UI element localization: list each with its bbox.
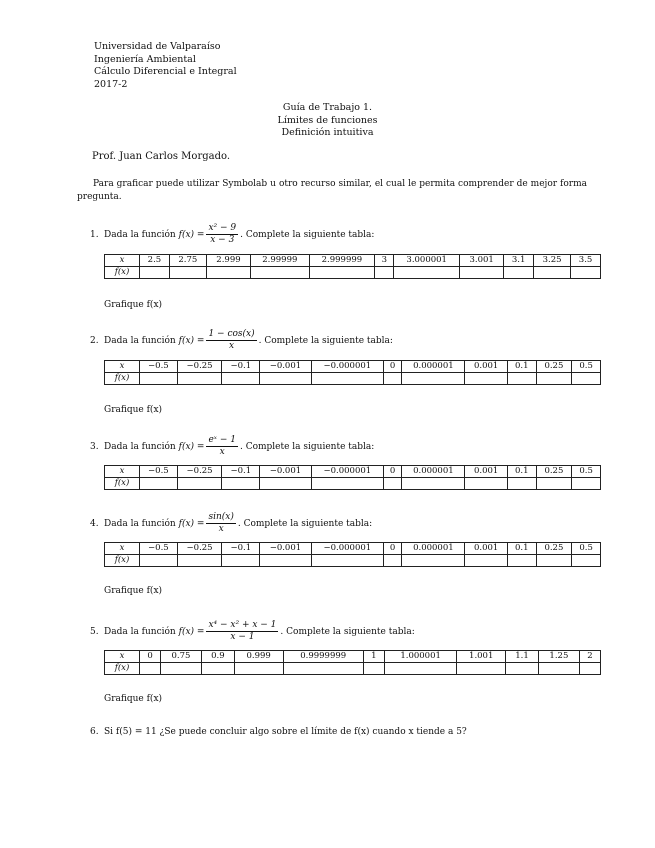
fx-cell[interactable] — [402, 555, 465, 567]
x-value: 0 — [140, 651, 161, 663]
x-value: 3.001 — [460, 255, 504, 267]
question-4 — [90, 512, 372, 535]
table-row-x — [105, 651, 601, 663]
x-value: −0.001 — [260, 361, 312, 373]
x-value: 1.001 — [457, 651, 506, 663]
values-table-3 — [104, 465, 601, 490]
header-line: Universidad de Valparaíso — [94, 41, 221, 52]
fx-cell[interactable] — [579, 663, 600, 675]
question-text: Si f(5) = 11 ¿Se puede concluir algo sobre el límite de f(x) cuando x tiende a 5? — [104, 727, 467, 737]
question-number: 5. — [90, 626, 99, 637]
fx-cell[interactable] — [384, 663, 456, 675]
title-line-1: Guía de Trabajo 1. — [282, 102, 373, 113]
x-value: 0.25 — [536, 543, 572, 555]
x-value: 0.000001 — [402, 361, 465, 373]
fx-cell[interactable] — [177, 478, 222, 490]
fx-cell[interactable] — [311, 478, 383, 490]
question-tail: . Complete la siguiente tabla: — [239, 441, 375, 452]
x-value: 0.1 — [507, 466, 536, 478]
x-value: −0.1 — [222, 466, 260, 478]
fx-cell[interactable] — [383, 555, 401, 567]
x-value: 2.75 — [169, 255, 206, 267]
fx-cell[interactable] — [571, 267, 601, 279]
table-header-x: x — [105, 651, 140, 663]
question-5 — [90, 620, 415, 643]
fx-cell[interactable] — [534, 267, 571, 279]
fx-cell[interactable] — [260, 555, 312, 567]
x-value: 0.25 — [536, 361, 572, 373]
question-2 — [90, 329, 393, 352]
fx-cell[interactable] — [536, 555, 572, 567]
question-6 — [90, 727, 467, 737]
fx-cell[interactable] — [506, 663, 539, 675]
question-3 — [90, 435, 374, 458]
function-fraction — [206, 223, 238, 246]
fx-cell[interactable] — [222, 478, 260, 490]
fx-cell[interactable] — [234, 663, 283, 675]
x-value: 0.999 — [234, 651, 283, 663]
function-fraction — [206, 512, 235, 535]
table-row-x — [105, 543, 601, 555]
question-tail: . Complete la siguiente tabla: — [240, 229, 375, 240]
x-value: 0.001 — [465, 361, 507, 373]
x-value: 2.5 — [140, 255, 170, 267]
table-row-fx — [105, 373, 601, 385]
fx-cell[interactable] — [538, 663, 579, 675]
question-lead: Dada la función — [104, 229, 176, 240]
title-line-3: Definición intuitiva — [281, 127, 374, 138]
table-header-fx: f(x) — [105, 267, 140, 279]
fx-cell[interactable] — [572, 373, 601, 385]
table-row-fx — [105, 478, 601, 490]
values-table-2 — [104, 360, 601, 385]
fx-cell[interactable] — [140, 478, 178, 490]
fx-cell[interactable] — [309, 267, 375, 279]
function-label: f(x) = — [178, 518, 205, 529]
fx-cell[interactable] — [177, 555, 222, 567]
fx-cell[interactable] — [260, 373, 312, 385]
fx-cell[interactable] — [457, 663, 506, 675]
question-number: 3. — [90, 441, 99, 452]
x-value: 0 — [383, 466, 401, 478]
question-lead: Dada la función — [104, 441, 176, 452]
values-table-1 — [104, 254, 601, 279]
table-header-fx: f(x) — [105, 478, 140, 490]
x-value: 3 — [375, 255, 394, 267]
question-1 — [90, 223, 374, 246]
fx-cell[interactable] — [140, 267, 170, 279]
x-value: 0.000001 — [402, 543, 465, 555]
table-header-fx: f(x) — [105, 663, 140, 675]
x-value: −0.5 — [140, 361, 178, 373]
table-header-x: x — [105, 361, 140, 373]
header-line: 2017-2 — [94, 78, 128, 90]
denominator: x — [218, 524, 224, 534]
x-value: −0.000001 — [311, 543, 383, 555]
x-value: 0.001 — [465, 543, 507, 555]
x-value: 0.1 — [507, 361, 536, 373]
x-value: 0.000001 — [402, 466, 465, 478]
x-value: 3.25 — [534, 255, 571, 267]
fx-cell[interactable] — [394, 267, 460, 279]
fx-cell[interactable] — [311, 373, 383, 385]
values-table-5 — [104, 650, 601, 675]
fx-cell[interactable] — [402, 478, 465, 490]
fx-cell[interactable] — [222, 555, 260, 567]
fx-cell[interactable] — [260, 478, 312, 490]
fx-cell[interactable] — [383, 373, 401, 385]
x-value: 0 — [383, 361, 401, 373]
fx-cell[interactable] — [206, 267, 250, 279]
x-value: 1 — [363, 651, 384, 663]
fx-cell[interactable] — [536, 373, 572, 385]
institution-header — [94, 41, 237, 91]
fx-cell[interactable] — [201, 663, 234, 675]
function-label: f(x) = — [178, 441, 205, 452]
fx-cell[interactable] — [251, 267, 310, 279]
table-row-x — [105, 255, 601, 267]
x-value: 2.99999 — [251, 255, 310, 267]
function-label: f(x) = — [178, 335, 205, 346]
denominator: x − 3 — [210, 235, 235, 245]
document-title — [0, 102, 655, 140]
table-row-fx — [105, 267, 601, 279]
fx-cell[interactable] — [572, 555, 601, 567]
x-value: 1.1 — [506, 651, 539, 663]
fx-cell[interactable] — [375, 267, 394, 279]
x-value: 0.1 — [507, 543, 536, 555]
x-value: −0.1 — [222, 543, 260, 555]
table-header-x: x — [105, 466, 140, 478]
fx-cell[interactable] — [402, 373, 465, 385]
x-value: −0.5 — [140, 466, 178, 478]
graph-instruction-5: Grafique f(x) — [104, 694, 163, 704]
table-header-x: x — [105, 543, 140, 555]
fx-cell[interactable] — [507, 478, 536, 490]
function-fraction — [206, 435, 238, 458]
graph-instruction-2: Grafique f(x) — [104, 405, 163, 415]
x-value: 1.25 — [538, 651, 579, 663]
fx-cell[interactable] — [504, 267, 534, 279]
fx-cell[interactable] — [465, 555, 507, 567]
x-value: 3.1 — [504, 255, 534, 267]
x-value: 2.999999 — [309, 255, 375, 267]
question-number: 1. — [90, 229, 99, 240]
x-value: −0.25 — [177, 466, 222, 478]
table-header-fx: f(x) — [105, 373, 140, 385]
fx-cell[interactable] — [465, 373, 507, 385]
fx-cell[interactable] — [177, 373, 222, 385]
table-row-fx — [105, 663, 601, 675]
x-value: 0.9999999 — [283, 651, 363, 663]
table-row-x — [105, 361, 601, 373]
x-value: 0.5 — [572, 361, 601, 373]
x-value: 0.75 — [161, 651, 202, 663]
fx-cell[interactable] — [507, 555, 536, 567]
x-value: 1.000001 — [384, 651, 456, 663]
numerator: sin(x) — [208, 512, 234, 522]
fx-cell[interactable] — [283, 663, 363, 675]
question-number: 4. — [90, 518, 99, 529]
x-value: −0.000001 — [311, 361, 383, 373]
question-number: 6. — [90, 727, 99, 737]
function-label: f(x) = — [178, 229, 205, 240]
fx-cell[interactable] — [161, 663, 202, 675]
professor-name: Prof. Juan Carlos Morgado. — [92, 151, 231, 162]
numerator: eˣ − 1 — [208, 435, 236, 445]
table-header-fx: f(x) — [105, 555, 140, 567]
x-value: 0 — [383, 543, 401, 555]
x-value: −0.000001 — [311, 466, 383, 478]
x-value: 3.5 — [571, 255, 601, 267]
denominator: x — [229, 341, 235, 351]
x-value: 3.000001 — [394, 255, 460, 267]
x-value: −0.5 — [140, 543, 178, 555]
fx-cell[interactable] — [383, 478, 401, 490]
graph-instruction-4: Grafique f(x) — [104, 586, 163, 596]
intro-paragraph: Para graficar puede utilizar Symbolab u otro recurso similar, el cual le permita comprender de mejor forma pregunta. — [77, 179, 587, 202]
fx-cell[interactable] — [311, 555, 383, 567]
fx-cell[interactable] — [140, 555, 178, 567]
fx-cell[interactable] — [169, 267, 206, 279]
x-value: −0.001 — [260, 543, 312, 555]
x-value: −0.1 — [222, 361, 260, 373]
question-lead: Dada la función — [104, 626, 176, 637]
fx-cell[interactable] — [140, 663, 161, 675]
values-table-4 — [104, 542, 601, 567]
fx-cell[interactable] — [140, 373, 178, 385]
numerator: x² − 9 — [208, 223, 237, 233]
denominator: x − 1 — [230, 632, 255, 642]
fx-cell[interactable] — [363, 663, 384, 675]
x-value: 2.999 — [206, 255, 250, 267]
fx-cell[interactable] — [465, 478, 507, 490]
x-value: −0.25 — [177, 361, 222, 373]
fx-cell[interactable] — [507, 373, 536, 385]
question-tail: . Complete la siguiente tabla: — [237, 518, 373, 529]
graph-instruction-1: Grafique f(x) — [104, 300, 163, 310]
question-lead: Dada la función — [104, 518, 176, 529]
table-row-x — [105, 466, 601, 478]
x-value: 0.25 — [536, 466, 572, 478]
x-value: 0.5 — [572, 466, 601, 478]
question-tail: . Complete la siguiente tabla: — [258, 335, 393, 346]
fx-cell[interactable] — [460, 267, 504, 279]
fx-cell[interactable] — [536, 478, 572, 490]
function-fraction — [206, 620, 278, 643]
question-lead: Dada la función — [104, 335, 176, 346]
x-value: 0.5 — [572, 543, 601, 555]
x-value: −0.25 — [177, 543, 222, 555]
x-value: 2 — [579, 651, 600, 663]
table-header-x: x — [105, 255, 140, 267]
question-number: 2. — [90, 335, 99, 346]
table-row-fx — [105, 555, 601, 567]
question-tail: . Complete la siguiente tabla: — [280, 626, 415, 637]
header-line: Ingeniería Ambiental — [94, 53, 196, 65]
function-fraction — [206, 329, 256, 352]
denominator: x — [219, 447, 225, 457]
x-value: 0.001 — [465, 466, 507, 478]
header-line: Cálculo Diferencial e Integral — [94, 66, 237, 77]
title-line-2: Límites de funciones — [277, 114, 378, 126]
x-value: 0.9 — [201, 651, 234, 663]
x-value: −0.001 — [260, 466, 312, 478]
fx-cell[interactable] — [222, 373, 260, 385]
numerator: 1 − cos(x) — [208, 329, 255, 339]
numerator: x⁴ − x² + x − 1 — [208, 620, 277, 630]
fx-cell[interactable] — [572, 478, 601, 490]
function-label: f(x) = — [178, 626, 205, 637]
